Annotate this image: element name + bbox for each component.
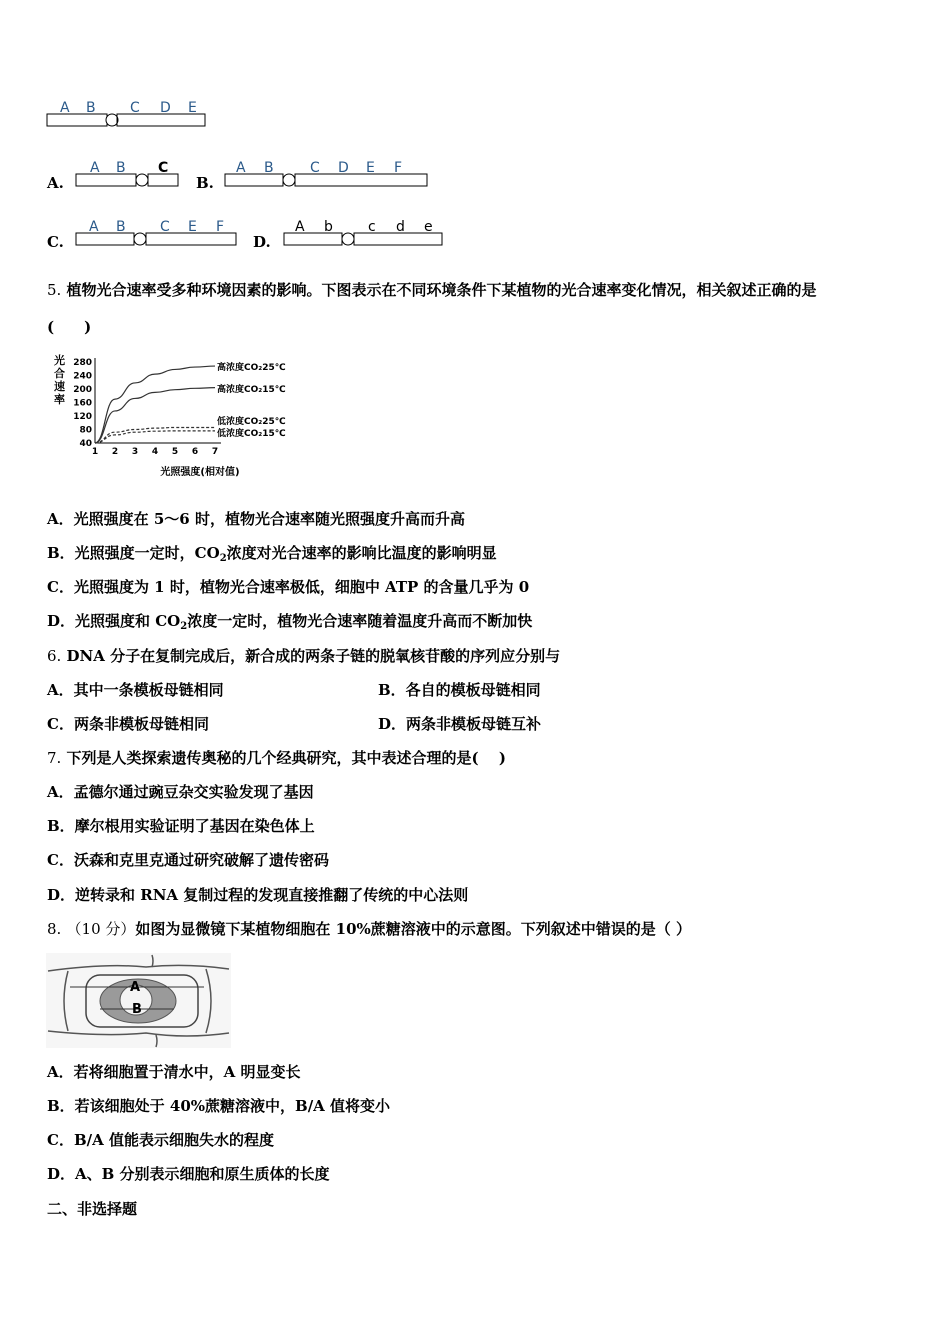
q7-option-b: B．摩尔根用实验证明了基因在染色体上 xyxy=(47,817,315,835)
cell-label-a: A xyxy=(130,980,141,995)
q6-number: 6. xyxy=(47,647,62,665)
chr-label: A xyxy=(89,219,99,235)
ylabel-char-2: 速 xyxy=(54,380,65,393)
q5-option-d-pre: D．光照强度和 CO xyxy=(47,612,181,630)
y-axis-label xyxy=(54,353,65,406)
cell-label-b: B xyxy=(132,1002,142,1017)
chr-label: b xyxy=(324,219,333,235)
chr-label: F xyxy=(394,160,403,176)
q8-text: 如图为显微镜下某植物细胞在 10%蔗糖溶液中的示意图。下列叙述中错误的是（ ） xyxy=(135,920,691,938)
chr-label: B xyxy=(264,160,274,176)
x-axis-label: 光照强度(相对值) xyxy=(160,467,240,478)
q6-option-c: C．两条非模板母链相同 xyxy=(47,715,209,733)
q8-option-d: D．A、B 分别表示细胞和原生质体的长度 xyxy=(47,1165,330,1183)
q5-text: 植物光合速率受多种环境因素的影响。下图表示在不同环境条件下某植物的光合速率变化情况，相关叙述正确的是 xyxy=(66,281,817,299)
ylabel-char-0: 光 xyxy=(54,354,65,367)
chr-label: E xyxy=(188,100,197,116)
chr-label: C xyxy=(130,100,140,116)
photosynthesis-chart xyxy=(50,348,310,478)
q8-option-c: C．B/A 值能表示细胞失水的程度 xyxy=(47,1131,274,1149)
legend-label: 高浓度CO₂15℃ xyxy=(217,385,286,395)
y-tick-label: 200 xyxy=(73,385,92,395)
x-tick-label: 3 xyxy=(131,447,139,457)
option-letter-d: D. xyxy=(253,233,271,251)
q7-option-a: A．孟德尔通过豌豆杂交实验发现了基因 xyxy=(47,783,314,801)
legend-label: 低浓度CO₂25℃ xyxy=(217,417,286,427)
y-tick-label: 280 xyxy=(73,358,92,368)
chromosome-top-svg xyxy=(44,96,214,132)
chr-label: D xyxy=(338,160,349,176)
y-tick-label: 40 xyxy=(79,439,92,449)
chr-label: B xyxy=(116,160,126,176)
q6-row-1 xyxy=(47,680,907,700)
q6-option-a: A．其中一条模板母链相同 xyxy=(47,681,224,699)
sub-2: 2 xyxy=(219,553,227,564)
chr-label: B xyxy=(116,219,126,235)
chr-label: C xyxy=(310,160,320,176)
q6-text: DNA 分子在复制完成后，新合成的两条子链的脱氧核苷酸的序列应分别与 xyxy=(66,647,561,665)
chr-label: e xyxy=(424,219,433,235)
x-tick-label: 7 xyxy=(211,447,219,457)
ylabel-char-3: 率 xyxy=(54,393,65,406)
q8-number: 8. xyxy=(47,920,62,938)
y-tick-label: 240 xyxy=(73,371,92,382)
q5-bracket: ( ) xyxy=(47,318,92,336)
chr-label: c xyxy=(368,219,376,235)
y-tick-label: 120 xyxy=(73,412,92,422)
chromosome-option-c xyxy=(72,215,242,251)
sub-2: 2 xyxy=(180,621,188,632)
q5-option-d-post: 浓度一定时，植物光合速率随着温度升高而不断加快 xyxy=(187,612,533,630)
q5-option-b xyxy=(47,543,497,569)
x-tick-label: 5 xyxy=(171,447,179,457)
y-tick-label: 80 xyxy=(79,425,92,436)
q8-score: （10 分） xyxy=(66,920,136,938)
x-tick-label: 2 xyxy=(111,447,119,457)
q5-option-c: C．光照强度为 1 时，植物光合速率极低，细胞中 ATP 的含量几乎为 0 xyxy=(47,578,530,596)
q7-number: 7. xyxy=(47,749,62,767)
q5-option-a: A．光照强度在 5～6 时，植物光合速率随光照强度升高而升高 xyxy=(47,510,465,528)
chr-label: D xyxy=(160,100,171,116)
option-letter-a: A. xyxy=(47,174,64,192)
chr-label: B xyxy=(86,100,96,116)
option-letter-b: B. xyxy=(196,174,214,192)
chr-label: E xyxy=(366,160,375,176)
q6-option-b: B．各自的模板母链相同 xyxy=(378,681,541,699)
chr-label: A xyxy=(236,160,246,176)
chr-label: A xyxy=(60,100,70,116)
chr-label: E xyxy=(188,219,197,235)
q5-stem xyxy=(47,280,817,300)
chr-label: C xyxy=(160,219,170,235)
q8-stem xyxy=(47,919,691,939)
chromosome-option-a xyxy=(72,156,182,192)
x-tick-label: 1 xyxy=(91,447,99,457)
q7-option-c: C．沃森和克里克通过研究破解了遗传密码 xyxy=(47,851,329,869)
chr-label: F xyxy=(216,219,225,235)
q5-option-b-pre: B．光照强度一定时，CO xyxy=(47,544,220,562)
q7-stem xyxy=(47,748,506,768)
legend-label: 低浓度CO₂15℃ xyxy=(217,429,286,439)
chr-label: C xyxy=(158,160,169,176)
q8-option-a: A．若将细胞置于清水中，A 明显变长 xyxy=(47,1063,301,1081)
q5-number: 5. xyxy=(47,281,62,299)
q5-option-d xyxy=(47,611,532,637)
chr-label: d xyxy=(396,219,405,235)
chromosome-option-b xyxy=(222,156,432,192)
x-tick-label: 6 xyxy=(191,447,199,457)
q8-option-b: B．若该细胞处于 40%蔗糖溶液中，B/A 值将变小 xyxy=(47,1097,391,1115)
q6-row-2 xyxy=(47,714,907,734)
q6-stem xyxy=(47,646,560,666)
section-2-heading: 二、非选择题 xyxy=(47,1200,138,1218)
q6-option-d: D．两条非模板母链互补 xyxy=(378,715,542,733)
q5-option-b-post: 浓度对光合速率的影响比温度的影响明显 xyxy=(226,544,497,562)
q7-option-d: D．逆转录和 RNA 复制过程的发现直接推翻了传统的中心法则 xyxy=(47,886,469,904)
ylabel-char-1: 合 xyxy=(54,367,65,380)
legend-label: 高浓度CO₂25℃ xyxy=(217,363,286,373)
option-letter-c: C. xyxy=(47,233,64,251)
chr-label: A xyxy=(295,219,305,235)
chr-label: A xyxy=(90,160,100,176)
chromosome-option-d xyxy=(280,215,450,251)
plant-cell-figure xyxy=(46,953,231,1048)
y-tick-label: 160 xyxy=(73,398,92,409)
q7-text: 下列是人类探索遗传奥秘的几个经典研究，其中表述合理的是( ) xyxy=(66,749,506,767)
x-tick-label: 4 xyxy=(151,447,159,457)
